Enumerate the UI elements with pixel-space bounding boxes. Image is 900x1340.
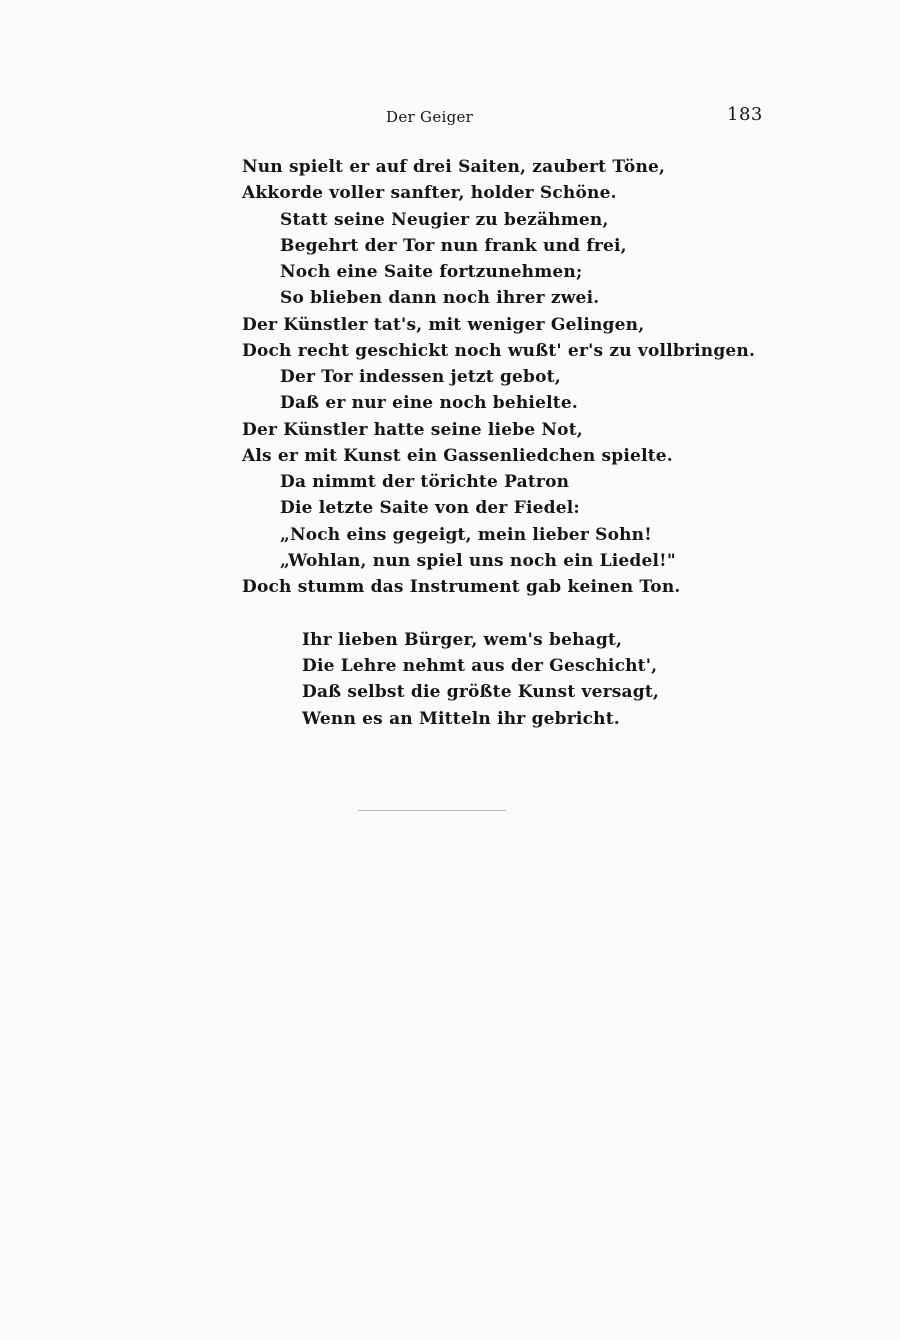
verse-line: So blieben dann noch ihrer zwei. (280, 288, 600, 308)
verse-line: Der Künstler tat's, mit weniger Gelingen, (242, 315, 645, 335)
verse-line: Nun spielt er auf drei Saiten, zaubert Töne, (242, 157, 666, 177)
verse-line: „Wohlan, nun spiel uns noch ein Liedel!" (280, 551, 676, 571)
verse-line: Der Tor indessen jetzt gebot, (280, 367, 561, 387)
verse-line: Die letzte Saite von der Fiedel: (280, 498, 580, 518)
verse-line: „Noch eins gegeigt, mein lieber Sohn! (280, 525, 652, 545)
running-head: Der Geiger (386, 108, 474, 126)
verse-line: Doch recht geschickt noch wußt' er's zu vollbringen. (242, 341, 756, 361)
verse-line: Begehrt der Tor nun frank und frei, (280, 236, 627, 256)
verse-line: Statt seine Neugier zu bezähmen, (280, 210, 609, 230)
verse-line: Daß er nur eine noch behielte. (280, 393, 578, 413)
verse-line: Die Lehre nehmt aus der Geschicht', (302, 656, 658, 676)
page-number: 183 (727, 104, 763, 125)
verse-line: Akkorde voller sanfter, holder Schöne. (242, 183, 617, 203)
verse-line: Der Künstler hatte seine liebe Not, (242, 420, 583, 440)
end-rule (358, 810, 506, 811)
verse-line: Daß selbst die größte Kunst versagt, (302, 682, 659, 702)
verse-line: Ihr lieben Bürger, wem's behagt, (302, 630, 623, 650)
verse-line: Doch stumm das Instrument gab keinen Ton. (242, 577, 681, 597)
verse-line: Noch eine Saite fortzunehmen; (280, 262, 583, 282)
verse-line: Wenn es an Mitteln ihr gebricht. (302, 709, 620, 729)
verse-line: Da nimmt der törichte Patron (280, 472, 570, 492)
verse-line: Als er mit Kunst ein Gassenliedchen spielte. (242, 446, 673, 466)
